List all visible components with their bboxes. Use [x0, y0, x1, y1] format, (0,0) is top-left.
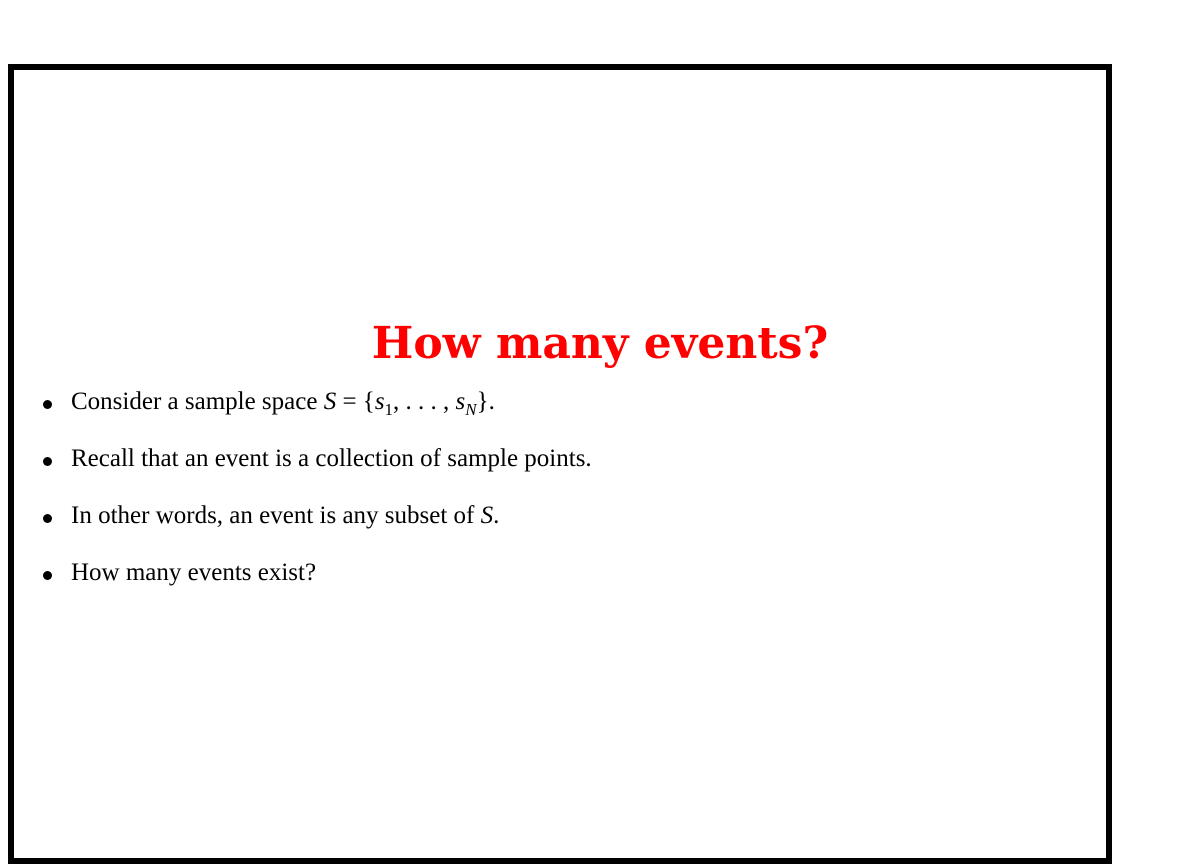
list-item	[40, 441, 592, 498]
bullet-text-prefix: Consider a sample space	[71, 388, 324, 415]
math-ellipsis: , . . . ,	[393, 388, 456, 415]
math-equals-open: = {	[336, 388, 375, 415]
bullet-text-suffix: .	[493, 502, 500, 529]
math-sn-base: s	[455, 388, 466, 415]
bullet-list	[40, 384, 592, 612]
list-item	[40, 384, 592, 441]
list-item	[40, 498, 592, 555]
list-item	[40, 555, 592, 612]
math-variable-s: S	[323, 388, 337, 415]
math-sn-subscript: N	[465, 400, 477, 419]
bullet-text: Recall that an event is a collection of sample points.	[71, 445, 592, 472]
math-s1-subscript: 1	[384, 400, 394, 419]
bullet-text	[71, 498, 499, 534]
bullet-text	[71, 384, 495, 422]
slide-title: How many events?	[371, 318, 829, 369]
bullet-text-suffix: .	[488, 388, 495, 415]
bullet-text-prefix: In other words, an event is any subset of	[71, 502, 481, 529]
bullet-icon	[43, 571, 52, 580]
bullet-icon	[43, 514, 52, 523]
bullet-text: How many events exist?	[71, 559, 317, 586]
math-variable-s: S	[480, 502, 494, 529]
math-close-brace: }	[476, 388, 489, 415]
bullet-icon	[43, 400, 52, 409]
bullet-icon	[43, 457, 52, 466]
math-s1-base: s	[374, 388, 385, 415]
